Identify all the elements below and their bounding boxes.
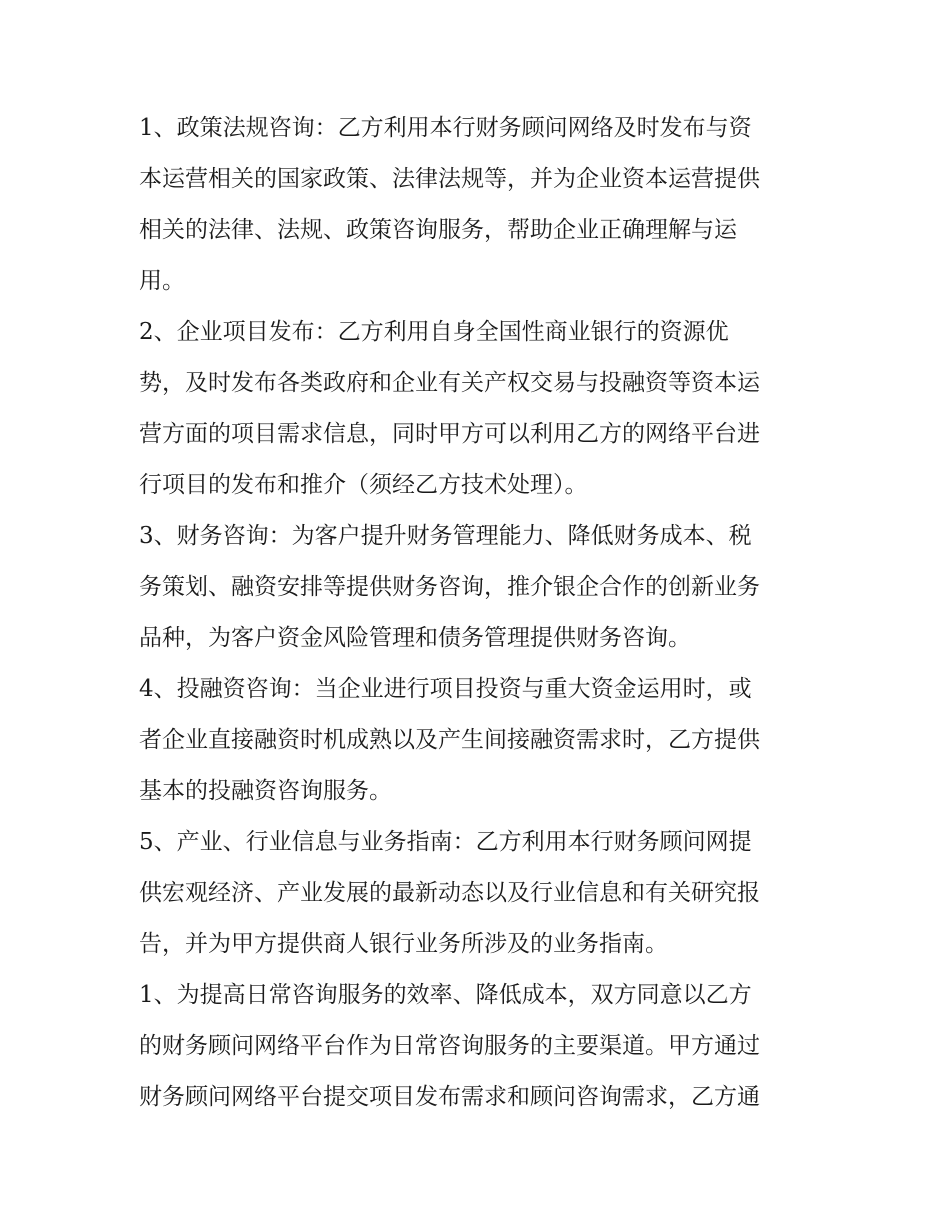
text-line: 2、企业项目发布：乙方利用自身全国性商业银行的资源优 [139, 319, 729, 345]
text-line: 相关的法律、法规、政策咨询服务，帮助企业正确理解与运 [139, 217, 737, 243]
text-line: 基本的投融资咨询服务。 [139, 778, 392, 804]
text-line: 的财务顾问网络平台作为日常咨询服务的主要渠道。甲方通过 [139, 1033, 760, 1059]
text-line: 财务顾问网络平台提交项目发布需求和顾问咨询需求，乙方通 [139, 1084, 760, 1110]
text-line: 1、政策法规咨询：乙方利用本行财务顾问网络及时发布与资 [139, 115, 752, 141]
text-line: 1、为提高日常咨询服务的效率、降低成本，双方同意以乙方 [139, 982, 752, 1008]
text-line: 势，及时发布各类政府和企业有关产权交易与投融资等资本运 [139, 370, 760, 396]
text-line: 者企业直接融资时机成熟以及产生间接融资需求时，乙方提供 [139, 727, 760, 753]
text-line: 行项目的发布和推介（须经乙方技术处理）。 [139, 472, 588, 498]
text-line: 品种，为客户资金风险管理和债务管理提供财务咨询。 [139, 625, 691, 651]
text-line: 5、产业、行业信息与业务指南：乙方利用本行财务顾问网提 [139, 829, 752, 855]
text-line: 4、投融资咨询：当企业进行项目投资与重大资金运用时，或 [139, 676, 752, 702]
text-line: 供宏观经济、产业发展的最新动态以及行业信息和有关研究报 [139, 880, 760, 906]
text-line: 务策划、融资安排等提供财务咨询，推介银企合作的创新业务 [139, 574, 760, 600]
text-line: 告，并为甲方提供商人银行业务所涉及的业务指南。 [139, 931, 668, 957]
text-line: 用。 [139, 268, 185, 294]
text-line: 营方面的项目需求信息，同时甲方可以利用乙方的网络平台进 [139, 421, 760, 447]
text-line: 本运营相关的国家政策、法律法规等，并为企业资本运营提供 [139, 166, 760, 192]
body-text [139, 103, 819, 1123]
text-line: 3、财务咨询：为客户提升财务管理能力、降低财务成本、税 [139, 523, 752, 549]
